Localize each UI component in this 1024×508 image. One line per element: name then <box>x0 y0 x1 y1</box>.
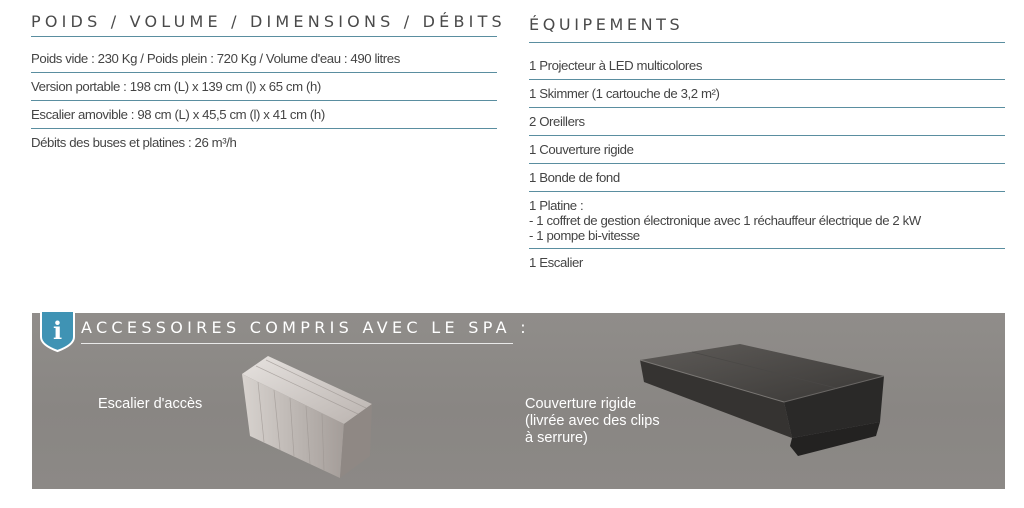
equipment-row-platine <box>529 192 1005 249</box>
platine-line-3: - 1 pompe bi-vitesse <box>529 228 640 243</box>
equipment-row-drain: 1 Bonde de fond <box>529 164 1005 192</box>
cover-label-line-3: à serrure) <box>525 430 588 446</box>
platine-line-1: 1 Platine : <box>529 198 584 213</box>
spec-row-weight: Poids vide : 230 Kg / Poids plein : 720 Kg / Volume d'eau : 490 litres <box>31 45 497 73</box>
equipment-title: ÉQUIPEMENTS <box>529 0 1005 43</box>
equipment-row-led: 1 Projecteur à LED multicolores <box>529 52 1005 80</box>
info-icon <box>39 309 76 353</box>
equipment-row-stair: 1 Escalier <box>529 255 583 270</box>
spec-row-portable: Version portable : 198 cm (L) x 139 cm (l) x 65 cm (h) <box>31 73 497 101</box>
cover-image <box>636 338 888 458</box>
spec-row-stair: Escalier amovible : 98 cm (L) x 45,5 cm (l) x 41 cm (h) <box>31 101 497 129</box>
cover-label-line-2: (livrée avec des clips <box>525 413 660 429</box>
stair-label: Escalier d'accès <box>98 396 203 412</box>
equipment-section <box>529 0 1005 276</box>
platine-line-2: - 1 coffret de gestion électronique avec 1 réchauffeur électrique de 2 kW <box>529 213 921 228</box>
equipment-row-pillows: 2 Oreillers <box>529 108 1005 136</box>
stair-image <box>236 352 376 480</box>
accessories-title: ACCESSOIRES COMPRIS AVEC LE SPA : <box>81 318 513 344</box>
spec-row-flow: Débits des buses et platines : 26 m³/h <box>31 135 237 150</box>
cover-label-line-1: Couverture rigide <box>525 396 637 412</box>
equipment-row-skimmer: 1 Skimmer (1 cartouche de 3,2 m²) <box>529 80 1005 108</box>
dimensions-title: POIDS / VOLUME / DIMENSIONS / DÉBITS <box>31 0 497 37</box>
dimensions-section <box>31 0 506 156</box>
info-icon-letter: i <box>52 316 63 345</box>
equipment-row-cover: 1 Couverture rigide <box>529 136 1005 164</box>
